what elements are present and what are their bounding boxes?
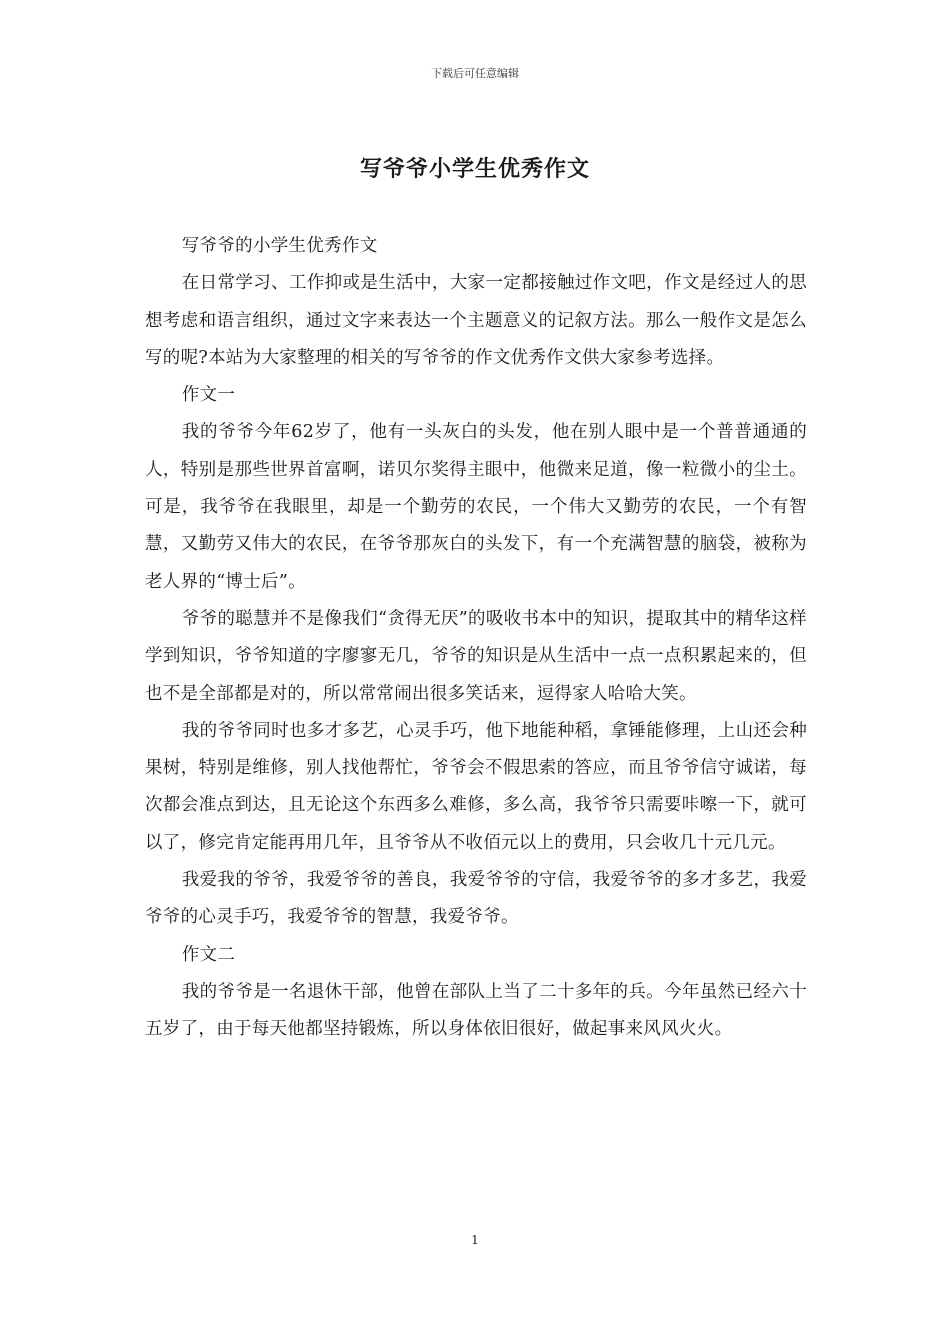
document-body [145,228,807,1049]
section-heading-essay-one: 作文一 [181,385,236,406]
document-title: 写爷爷小学生优秀作文 [359,156,590,182]
paragraph: 我爱我的爷爷，我爱爷爷的善良，我爱爷爷的守信，我爱爷爷的多才多艺，我爱爷爷的心灵手巧，我爱爷爷的智慧，我爱爷爷。 [145,870,807,928]
paragraph-subtitle: 写爷爷的小学生优秀作文 [181,236,378,256]
paragraph: 我的爷爷同时也多才多艺，心灵手巧，他下地能种稻，拿锤能修理，上山还会种果树，特别是维修，别人找他帮忙，爷爷会不假思索的答应，而且爷爷信守诚诺，每次都会准点到达，且无论这个东西多么难修，多么高，我爷爷只需要咔嚓一下，就可以了，修完肯定能再用几年，且爷爷从不收佰元以上的费用，只会收几十元几元。 [145,720,807,853]
paragraph: 我的爷爷是一名退休干部，他曾在部队上当了二十多年的兵。今年虽然已经六十五岁了，由于每天他都坚持锻炼，所以身体依旧很好，做起事来风风火火。 [145,981,807,1040]
header-note: 下载后可任意编辑 [431,67,519,80]
paragraph: 我的爷爷今年62岁了，他有一头灰白的头发，他在别人眼中是一个普普通通的人，特别是那些世界首富啊，诺贝尔奖得主眼中，他微来足道，像一粒微小的尘土。可是，我爷爷在我眼里，却是一个勤劳的农民，一个伟大又勤劳的农民，一个有智慧，又勤劳又伟大的农民，在爷爷那灰白的头发下，有一个充满智慧的脑袋，被称为老人界的“博士后”。 [145,422,807,592]
page-number: 1 [471,1233,479,1247]
paragraph: 爷爷的聪慧并不是像我们“贪得无厌”的吸收书本中的知识，提取其中的精华这样学到知识，爷爷知道的字廖寥无几，爷爷的知识是从生活中一点一点积累起来的，但也不是全部都是对的，所以常常闹出很多笑话来，逗得家人哈哈大笑。 [145,608,807,704]
paragraph-intro: 在日常学习、工作抑或是生活中，大家一定都接触过作文吧，作文是经过人的思想考虑和语言组织，通过文字来表达一个主题意义的记叙方法。那么一般作文是怎么写的呢?本站为大家整理的相关的写爷爷的作文优秀作文供大家参考选择。 [145,273,807,368]
section-heading-essay-two: 作文二 [181,944,236,965]
